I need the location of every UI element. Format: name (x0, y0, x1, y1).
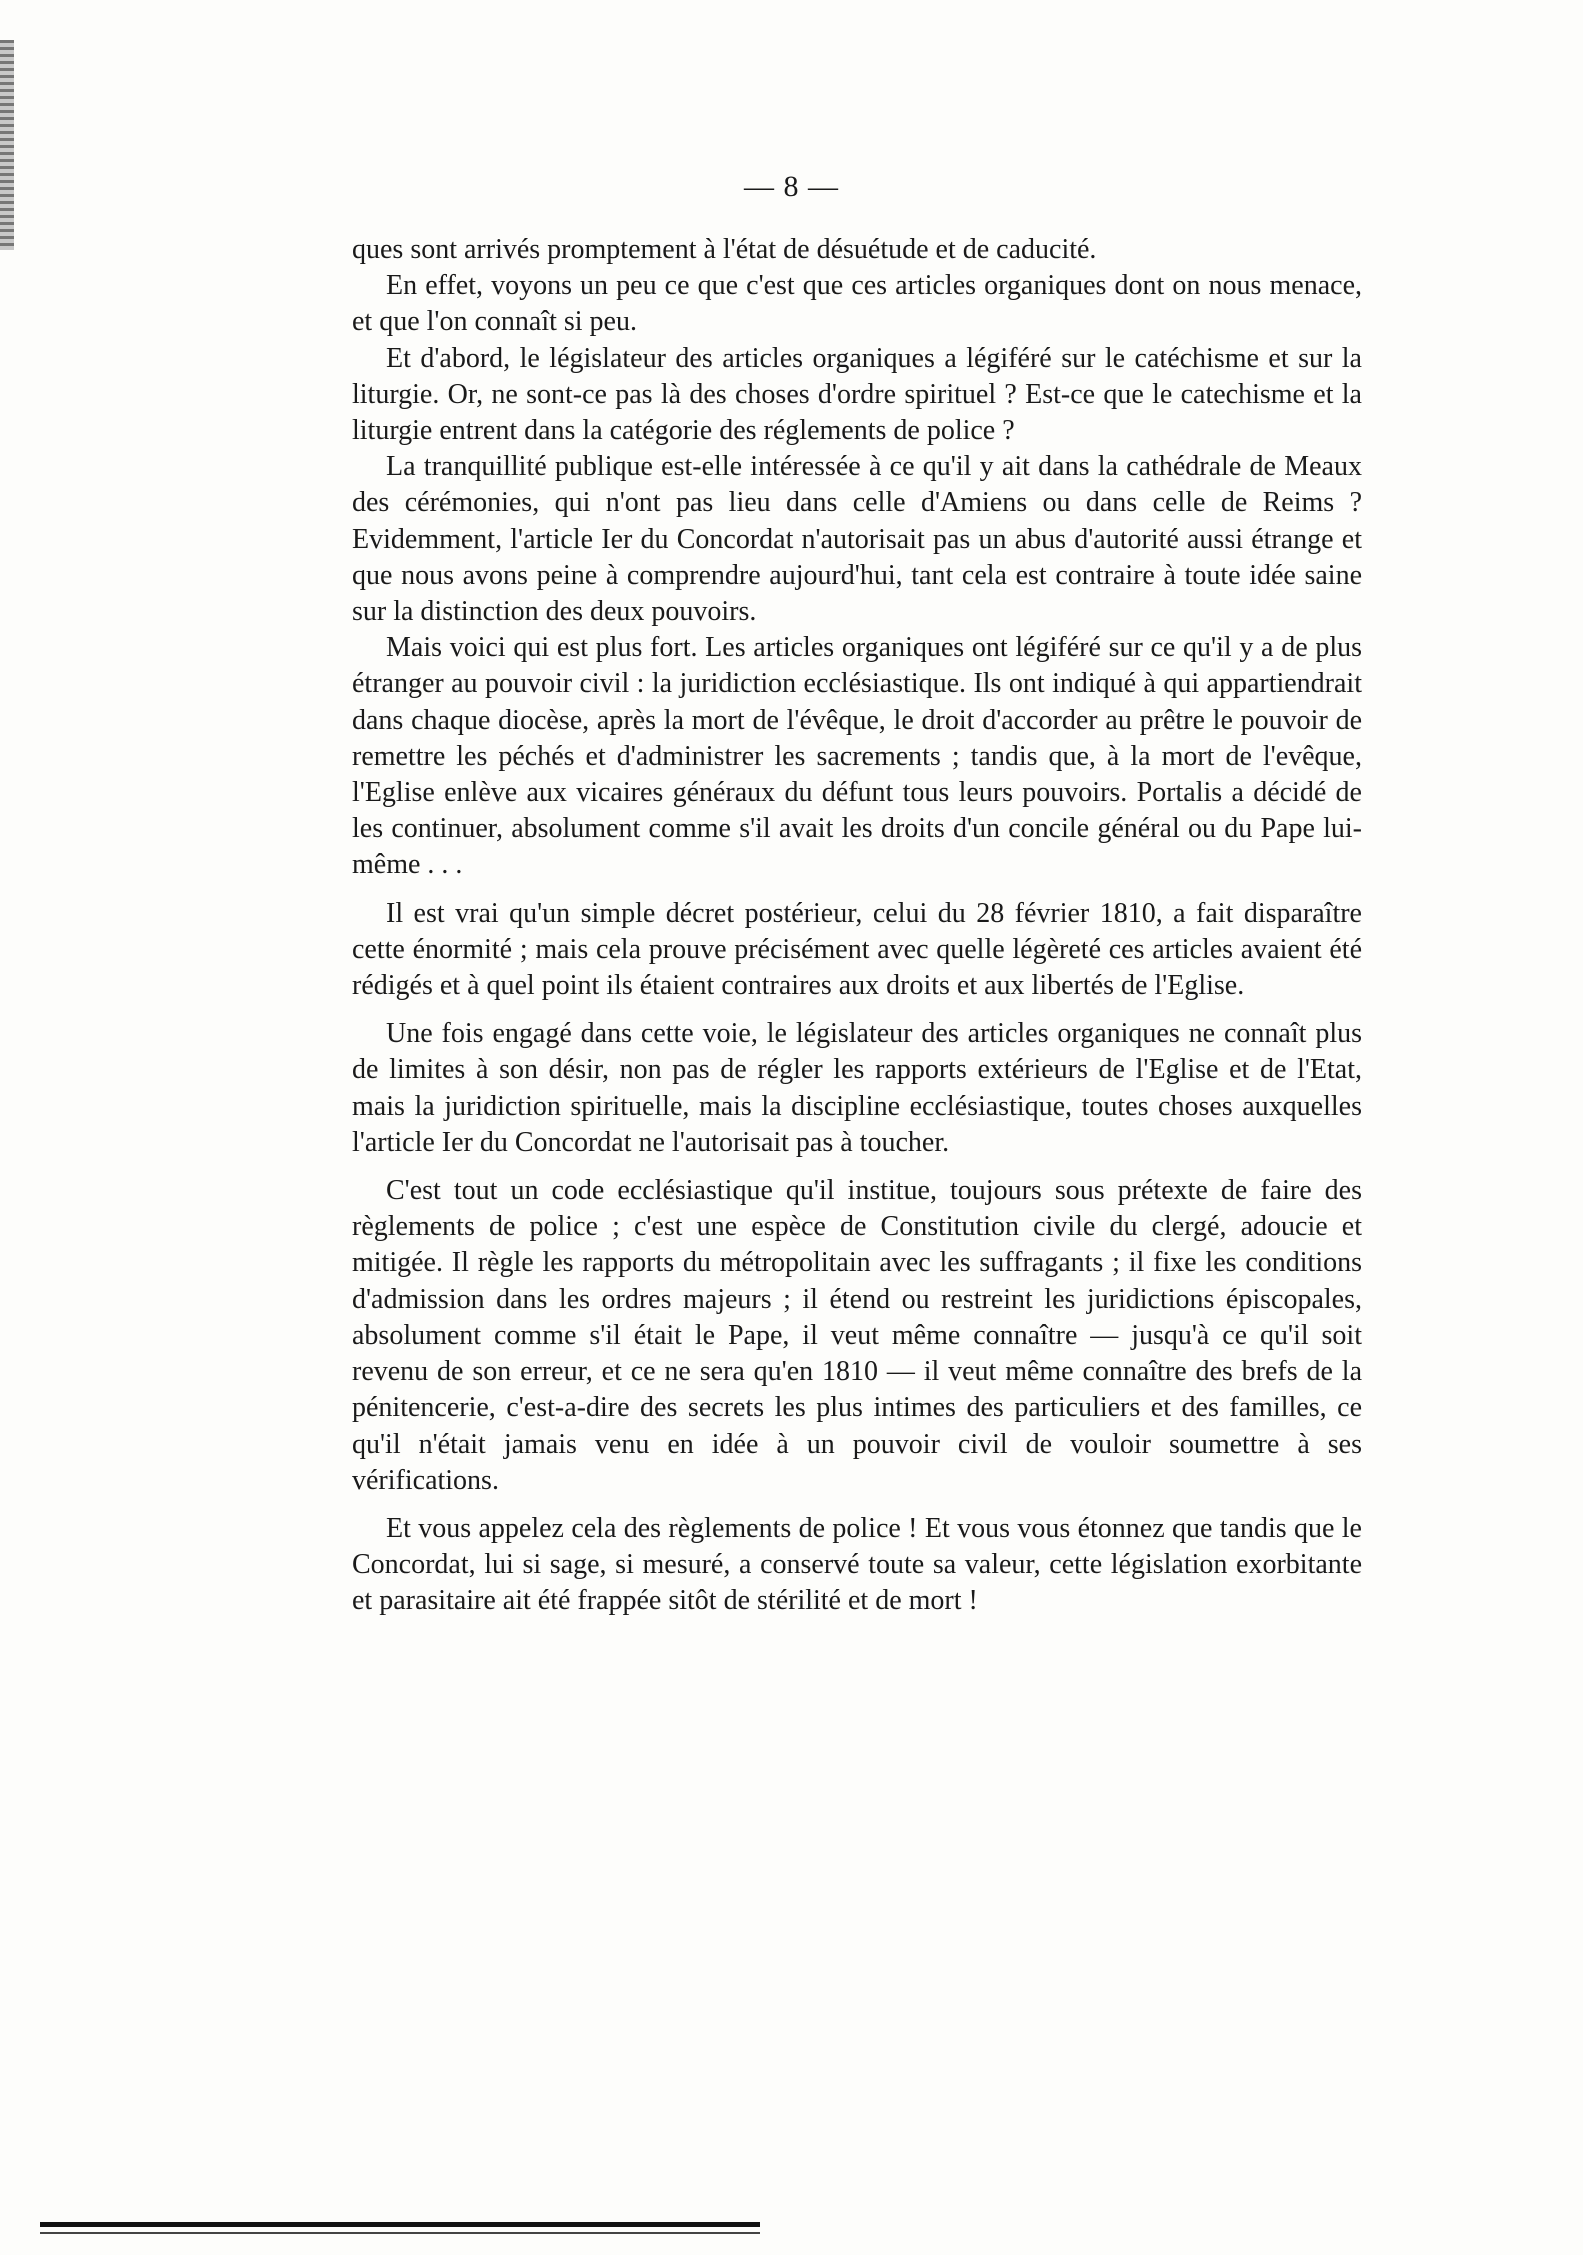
scan-binding-edge (0, 40, 14, 250)
paragraph-4: La tranquillité publique est-elle intéressée à ce qu'il y ait dans la cathédrale de Meaux des cérémonies, qui n'ont pas lieu dans celle d'Amiens ou dans celle de Reims ? Evidemment, l'article Ier du Concordat n'autorisait pas un abus d'autorité aussi étrange et que nous avons peine à comprendre aujourd'hui, tant cela est contraire à toute idée saine sur la distinction des deux pouvoirs. (352, 451, 1362, 628)
bottom-rule (40, 2222, 760, 2227)
paragraph-5: Mais voici qui est plus fort. Les articles organiques ont légiféré sur ce qu'il y a de plus étranger au pouvoir civil : la juridiction ecclésiastique. Ils ont indiqué à qui appartiendrait dans chaque diocèse, après la mort de l'évêque, le droit d'accorder au prêtre le pouvoir de remettre les péchés et d'administrer les sacrements ; tandis que, à la mort de l'evêque, l'Eglise enlève aux vicaires généraux du défunt tous leurs pouvoirs. Portalis a décidé de les continuer, absolument comme s'il avait les droits d'un concile général ou du Pape lui-même . . . (352, 632, 1362, 881)
paragraph-1: ques sont arrivés promptement à l'état de désuétude et de caducité. (352, 234, 1097, 265)
paragraph-7: Une fois engagé dans cette voie, le législateur des articles organiques ne connaît plus de limites à son désir, non pas de régler les rapports extérieurs de l'Eglise et de l'Etat, mais la juridiction spirituelle, mais la discipline ecclésiastique, toutes choses auxquelles l'article Ier du Concordat ne l'autorisait pas à toucher. (352, 1018, 1362, 1158)
paragraph-3: Et d'abord, le législateur des articles organiques a légiféré sur le catéchisme et sur la liturgie. Or, ne sont-ce pas là des choses d'ordre spirituel ? Est-ce que le catechisme et la liturgie entrent dans la catégorie des réglements de police ? (352, 342, 1362, 447)
paragraph-9: Et vous appelez cela des règlements de police ! Et vous vous étonnez que tandis que le Concordat, lui si sage, si mesuré, a conservé toute sa valeur, cette législation exorbitante et parasitaire ait été frappée sitôt de stérilité et de mort ! (352, 1512, 1362, 1617)
paragraph-6: Il est vrai qu'un simple décret postérieur, celui du 28 février 1810, a fait disparaître cette énormité ; mais cela prouve précisément avec quelle légèreté ces articles avaient été rédigés et à quel point ils étaient contraires aux droits et aux libertés de l'Eglise. (352, 897, 1362, 1002)
bottom-rule-thin (40, 2232, 760, 2234)
paragraph-8: C'est tout un code ecclésiastique qu'il institue, toujours sous prétexte de faire des règlements de police ; c'est une espèce de Constitution civile du clergé, adoucie et mitigée. Il règle les rapports du métropolitain avec les suffragants ; il fixe les conditions d'admission dans les ordres majeurs ; il étend ou restreint les juridictions épiscopales, absolument comme s'il était le Pape, il veut même connaître — jusqu'à ce qu'il soit revenu de son erreur, et ce ne sera qu'en 1810 — il veut même connaître des brefs de la pénitencerie, c'est-a-dire des secrets les plus intimes des particuliers et des familles, ce qu'il n'était jamais venu en idée à un pouvoir civil de vouloir soumettre à ses vérifications. (352, 1175, 1362, 1496)
page-number: — 8 — (744, 170, 839, 203)
body-text (352, 232, 1362, 1620)
paragraph-2: En effet, voyons un peu ce que c'est que ces articles organiques dont on nous menace, et que l'on connaît si peu. (352, 270, 1362, 338)
